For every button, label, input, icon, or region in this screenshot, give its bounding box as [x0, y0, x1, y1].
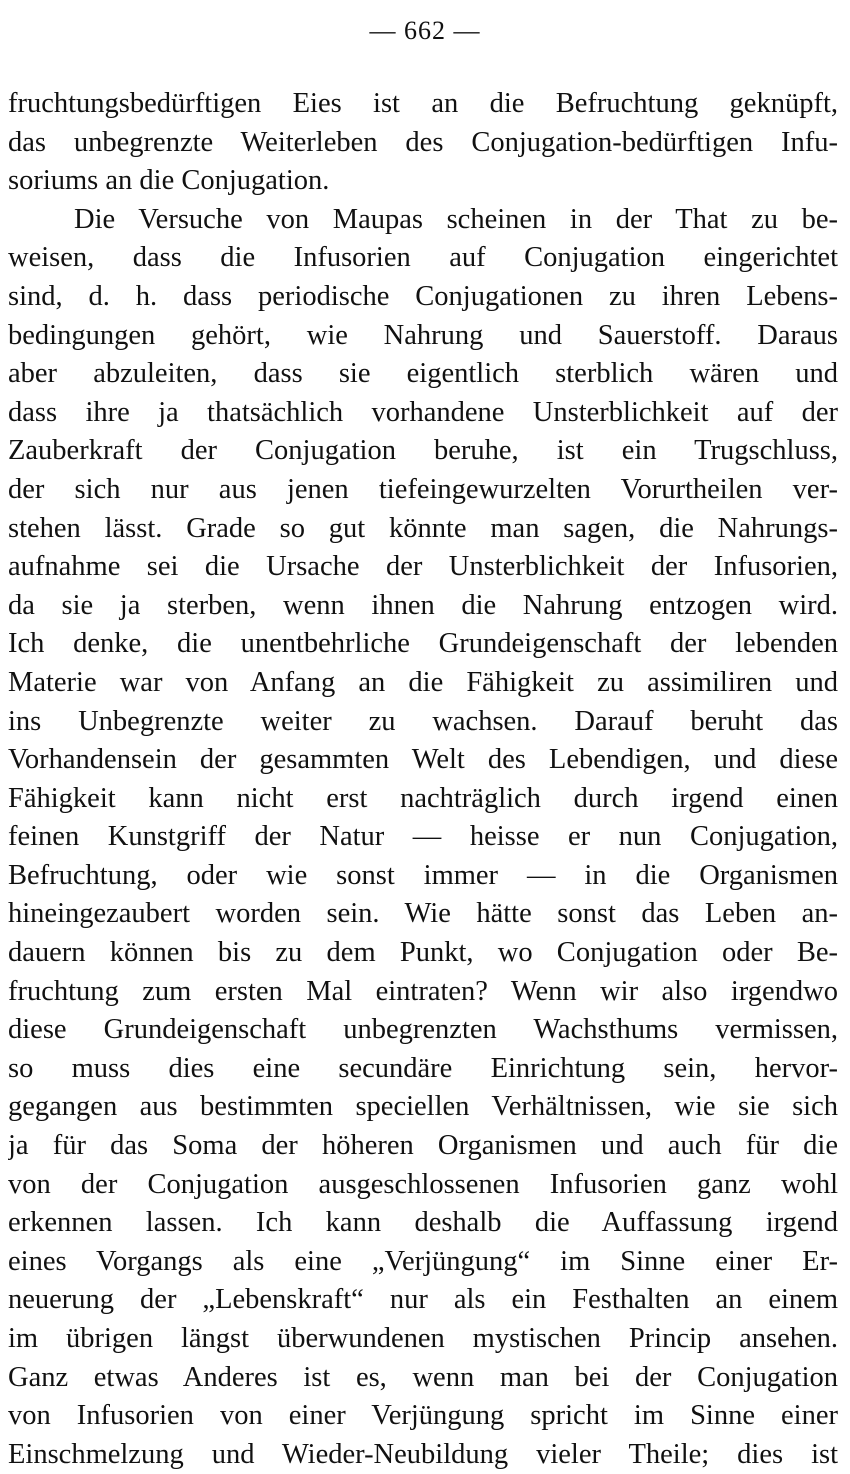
text-line: von Infusorien von einer Verjüngung spricht im Sinne einer: [8, 1400, 838, 1432]
text-line: bedingungen gehört, wie Nahrung und Sauerstoff. Daraus: [8, 319, 838, 351]
text-line: dauern können bis zu dem Punkt, wo Conjugation oder Be-: [8, 937, 838, 969]
text-line: das unbegrenzte Weiterleben des Conjugation-bedürftigen Infu-: [8, 126, 838, 158]
text-line: Ganz etwas Anderes ist es, wenn man bei der Conjugation: [8, 1361, 838, 1393]
text-line: der sich nur aus jenen tiefeingewurzelten Vorurtheilen ver-: [8, 473, 838, 505]
text-line: aber abzuleiten, dass sie eigentlich sterblich wären und: [8, 358, 838, 390]
text-line: dass ihre ja thatsächlich vorhandene Unsterblichkeit auf der: [8, 396, 838, 428]
text-line: feinen Kunstgriff der Natur — heisse er nun Conjugation,: [8, 821, 838, 853]
text-line: von der Conjugation ausgeschlossenen Infusorien ganz wohl: [8, 1168, 838, 1200]
text-line: eines Vorgangs als eine „Verjüngung“ im Sinne einer Er-: [8, 1245, 838, 1277]
text-line: neuerung der „Lebenskraft“ nur als ein Festhalten an einem: [8, 1284, 838, 1316]
text-line: Vorhandensein der gesammten Welt des Lebendigen, und diese: [8, 744, 838, 776]
text-line: ins Unbegrenzte weiter zu wachsen. Darauf beruht das: [8, 705, 838, 737]
text-line: Einschmelzung und Wieder-Neubildung vieler Theile; dies ist: [8, 1438, 838, 1470]
text-line: hineingezaubert worden sein. Wie hätte sonst das Leben an-: [8, 898, 838, 930]
text-line: aufnahme sei die Ursache der Unsterblichkeit der Infusorien,: [8, 551, 838, 583]
text-line: Zauberkraft der Conjugation beruhe, ist ein Trugschluss,: [8, 435, 838, 467]
text-line: Fähigkeit kann nicht erst nachträglich durch irgend einen: [8, 782, 838, 814]
text-line: diese Grundeigenschaft unbegrenzten Wachsthums vermissen,: [8, 1014, 838, 1046]
body-text: [8, 85, 838, 1474]
text-line: ja für das Soma der höheren Organismen und auch für die: [8, 1130, 838, 1162]
text-line: Die Versuche von Maupas scheinen in der That zu be-: [74, 203, 838, 235]
text-line: weisen, dass die Infusorien auf Conjugation eingerichtet: [8, 242, 838, 274]
text-line: fruchtungsbedürftigen Eies ist an die Befruchtung geknüpft,: [8, 88, 838, 119]
text-line: gegangen aus bestimmten speciellen Verhältnissen, wie sie sich: [8, 1091, 838, 1123]
text-line: stehen lässt. Grade so gut könnte man sagen, die Nahrungs-: [8, 512, 838, 544]
text-line: Befruchtung, oder wie sonst immer — in die Organismen: [8, 859, 838, 891]
text-line: im übrigen längst überwundenen mystischen Princip ansehen.: [8, 1323, 838, 1354]
text-line: so muss dies eine secundäre Einrichtung sein, hervor-: [8, 1052, 838, 1084]
text-line: da sie ja sterben, wenn ihnen die Nahrung entzogen wird.: [8, 589, 838, 621]
text-line: soriums an die Conjugation.: [8, 165, 330, 197]
text-line: erkennen lassen. Ich kann deshalb die Auffassung irgend: [8, 1207, 838, 1239]
text-line: sind, d. h. dass periodische Conjugationen zu ihren Lebens-: [8, 280, 838, 312]
page-number: — 662 —: [369, 16, 481, 45]
text-line: Ich denke, die unentbehrliche Grundeigenschaft der lebenden: [8, 628, 838, 660]
text-line: fruchtung zum ersten Mal eintraten? Wenn wir also irgendwo: [8, 975, 838, 1007]
text-line: Materie war von Anfang an die Fähigkeit zu assimiliren und: [8, 666, 838, 698]
